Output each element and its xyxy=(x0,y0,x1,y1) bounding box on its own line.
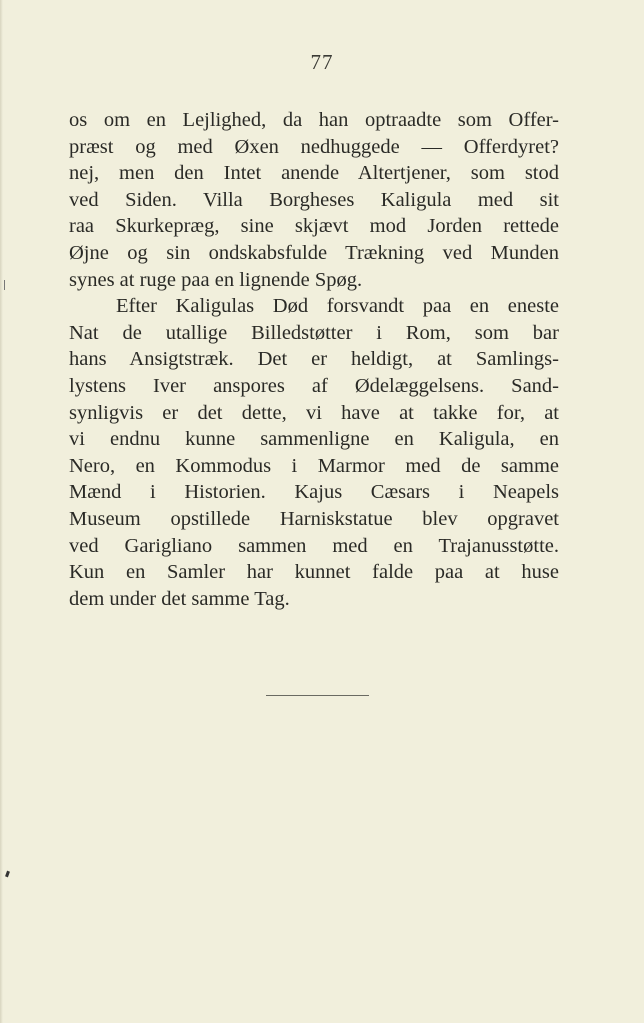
text-line: os om en Lejlighed, da han optraadte som Offer- xyxy=(69,109,559,131)
text-line: lystens Iver anspores af Ødelæggelsens. Sand- xyxy=(69,374,559,397)
text-line: synligvis er det dette, vi have at takke for, at xyxy=(69,401,559,424)
text-line: ved Garigliano sammen med en Trajanusstøtte. xyxy=(69,534,559,557)
margin-mark xyxy=(4,280,5,290)
text-line: præst og med Øxen nedhuggede — Offerdyret? xyxy=(69,135,559,158)
text-line: Museum opstillede Harniskstatue blev opgravet xyxy=(69,507,559,530)
page-edge-shadow xyxy=(0,0,3,1023)
text-line: nej, men den Intet anende Altertjener, som stod xyxy=(69,162,559,185)
section-divider xyxy=(266,695,369,696)
text-line: Efter Kaligulas Død forsvandt paa en eneste xyxy=(116,295,559,318)
text-line: synes at ruge paa en lignende Spøg. xyxy=(69,268,363,291)
margin-ink-spot xyxy=(5,871,10,878)
text-line: raa Skurkepræg, sine skjævt mod Jorden rettede xyxy=(69,215,559,238)
text-line: dem under det samme Tag. xyxy=(69,587,290,610)
page-number: 77 xyxy=(310,50,334,74)
text-line: hans Ansigtstræk. Det er heldigt, at Samlings- xyxy=(69,348,559,371)
text-line: Mænd i Historien. Kajus Cæsars i Neapels xyxy=(69,481,559,504)
body-text xyxy=(69,107,559,612)
text-line: Nero, en Kommodus i Marmor med de samme xyxy=(69,454,559,477)
text-line: Øjne og sin ondskabsfulde Trækning ved Munden xyxy=(69,241,559,264)
text-line: ved Siden. Villa Borgheses Kaligula med sit xyxy=(69,188,559,211)
text-line: Kun en Samler har kunnet falde paa at huse xyxy=(69,561,559,584)
text-line: Nat de utallige Billedstøtter i Rom, som bar xyxy=(69,321,559,344)
text-line: vi endnu kunne sammenligne en Kaligula, en xyxy=(69,428,559,451)
